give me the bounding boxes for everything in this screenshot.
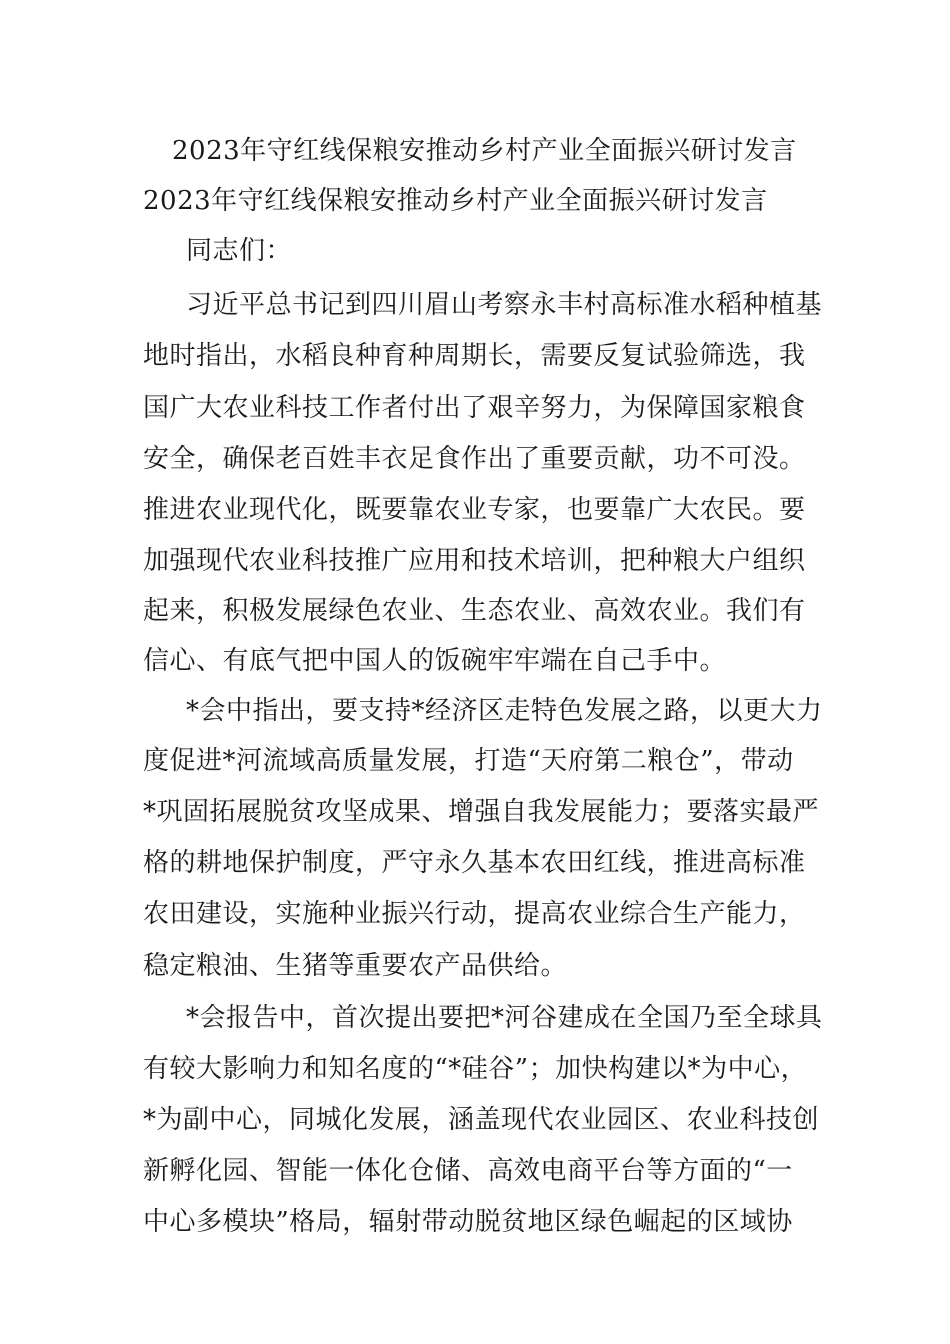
- paragraph-1-line: 国广大农业科技工作者付出了艰辛努力，为保障国家粮食: [143, 393, 806, 423]
- paragraph-3-line: 有较大影响力和知名度的“*硅谷”；加快构建以*为中心，: [143, 1054, 808, 1084]
- paragraph-1-line: 安全，确保老百姓丰衣足食作出了重要贡献，功不可没。: [143, 444, 806, 474]
- paragraph-2-line: 稳定粮油、生猪等重要农产品供给。: [143, 951, 568, 981]
- paragraph-2-line: 农田建设，实施种业振兴行动，提高农业综合生产能力，: [143, 899, 806, 929]
- paragraph-1-line: 地时指出，水稻良种育种周期长，需要反复试验筛选，我: [143, 341, 806, 371]
- paragraph-1-line: 推进农业现代化，既要靠农业专家，也要靠广大农民。要: [143, 495, 806, 525]
- paragraph-2-line: 度促进*河流域高质量发展，打造“天府第二粮仓”，带动: [143, 746, 794, 776]
- paragraph-1-line: 信心、有底气把中国人的饭碗牢牢端在自己手中。: [143, 646, 727, 676]
- document-title-line-1: 2023年守红线保粮安推动乡村产业全面振兴研讨发言: [172, 136, 797, 166]
- paragraph-3-line: *为副中心，同城化发展，涵盖现代农业园区、农业科技创: [143, 1105, 820, 1135]
- salutation: 同志们：: [186, 236, 293, 266]
- paragraph-2-line: *巩固拓展脱贫攻坚成果、增强自我发展能力；要落实最严: [143, 797, 820, 827]
- paragraph-1-line: 加强现代农业科技推广应用和技术培训，把种粮大户组织: [143, 546, 806, 576]
- document-title-line-2: 2023年守红线保粮安推动乡村产业全面振兴研讨发言: [143, 186, 768, 216]
- paragraph-3-line: 新孵化园、智能一体化仓储、高效电商平台等方面的“一: [143, 1156, 793, 1186]
- paragraph-2-line: *会中指出，要支持*经济区走特色发展之路，以更大力: [186, 696, 823, 726]
- paragraph-3-line: *会报告中，首次提出要把*河谷建成在全国乃至全球具: [186, 1003, 823, 1033]
- paragraph-1-line: 起来，积极发展绿色农业、生态农业、高效农业。我们有: [143, 596, 806, 626]
- paragraph-3-line: 中心多模块”格局，辐射带动脱贫地区绿色崛起的区域协: [143, 1207, 793, 1237]
- paragraph-1-line: 习近平总书记到四川眉山考察永丰村高标准水稻种植基: [186, 290, 823, 320]
- paragraph-2-line: 格的耕地保护制度，严守永久基本农田红线，推进高标准: [143, 848, 806, 878]
